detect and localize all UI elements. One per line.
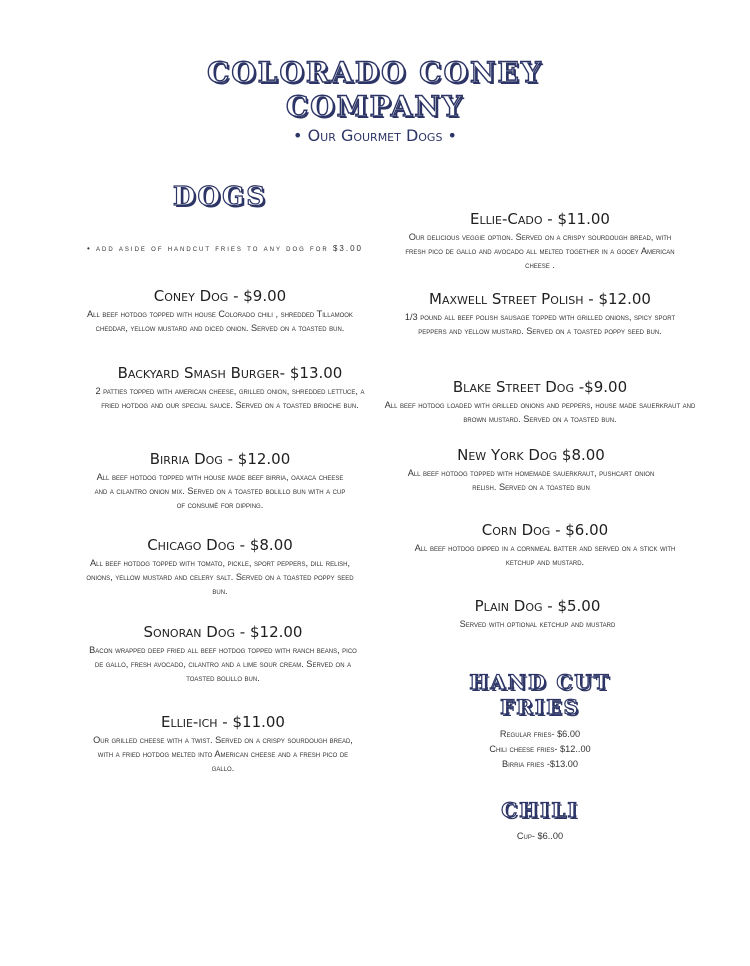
fries-heading-line2: FRIES xyxy=(500,695,580,719)
fries-item: Birria fries -$13.00 xyxy=(501,759,579,769)
menu-item-description: 2 patties topped with american cheese, grilled onion, shredded lettuce, a fried hotdog and our special sauce. Served on a toasted brioche bun. xyxy=(95,386,365,410)
fries-heading-line1: HAND CUT xyxy=(469,670,611,694)
menu-item-description: All beef hotdog loaded with grilled onions and peppers, house made sauerkraut and brown mustard. Served on a toasted bun. xyxy=(384,400,696,424)
restaurant-title-line2: COMPANY xyxy=(286,90,464,123)
menu-item-new-york-dog xyxy=(400,446,662,494)
chili-heading: CHILI xyxy=(501,798,579,822)
menu-item-ellie-ich xyxy=(88,713,358,775)
dogs-heading: DOGS xyxy=(172,182,268,212)
menu-item-description: All beef hotdog dipped in a cornmeal batter and served on a stick with ketchup and mustard. xyxy=(414,543,676,567)
menu-item-name: Chicago Dog - $8.00 xyxy=(147,536,293,554)
menu-item-coney-dog xyxy=(80,287,360,335)
menu-item-name: Sonoran Dog - $12.00 xyxy=(143,623,303,641)
menu-item-name: Maxwell Street Polish - $12.00 xyxy=(429,290,651,308)
chili-list xyxy=(440,829,640,844)
menu-item-name: Birria Dog - $12.00 xyxy=(149,450,291,468)
menu-item-chicago-dog xyxy=(80,536,360,598)
fries-item: Chili cheese fries- $12..00 xyxy=(489,744,591,754)
menu-item-birria-dog xyxy=(80,450,360,512)
menu-item-plain-dog xyxy=(395,597,680,631)
menu-item-name: Ellie-Cado - $11.00 xyxy=(470,210,610,228)
menu-item-description: All beef hotdog topped with tomato, pickle, sport peppers, dill relish, onions, yellow mustard and celery salt. Served on a toasted poppy seed bun. xyxy=(86,558,354,596)
menu-item-name: Plain Dog - $5.00 xyxy=(474,597,601,615)
menu-item-description: All beef hotdog topped with homemade sauerkraut, pushcart onion relish. Served on a toasted bun xyxy=(407,468,655,492)
chili-item: Cup- $6..00 xyxy=(516,831,564,841)
fries-addon-note: • add aside of handcut fries to any dog for $3.00 xyxy=(87,244,363,253)
menu-item-description: Our grilled cheese with a twist. Served on a crispy sourdough bread, with a fried hotdog melted into American cheese and a fresh pico de gallo. xyxy=(93,735,353,773)
fries-list xyxy=(440,727,640,772)
menu-item-description: All beef hotdog topped with house made beef birria, oaxaca cheese and a cilantro onion mix. Served on a toasted bolillo bun with a cup of consumè for dipping. xyxy=(94,472,346,510)
menu-item-name: Blake Street Dog -$9.00 xyxy=(452,378,628,396)
menu-subtitle: • Our Gourmet Dogs • xyxy=(293,126,457,145)
menu-item-name: Corn Dog - $6.00 xyxy=(481,521,609,539)
fries-item: Regular fries- $6.00 xyxy=(499,729,581,739)
menu-item-description: Bacon wrapped deep fried all beef hotdog topped with ranch beans, pico de gallo, fresh avocado, cilantro and a lime sour cream. Served on a toasted bolillo bun. xyxy=(89,645,357,683)
menu-item-name: New York Dog $8.00 xyxy=(457,446,605,464)
menu-item-sonoran-dog xyxy=(88,623,358,685)
menu-item-blake-street-dog xyxy=(380,378,700,426)
restaurant-title-line1: COLORADO CONEY xyxy=(207,56,543,89)
menu-item-description: Our delicious veggie option. Served on a crispy sourdough bread, with fresh pico de gallo and avocado all melted together in a gooey American cheese . xyxy=(405,232,675,270)
menu-item-name: Coney Dog - $9.00 xyxy=(153,287,287,305)
menu-item-maxwell-polish xyxy=(390,290,690,338)
menu-item-description: 1/3 pound all beef polish sausage topped with grilled onions, spicy sport peppers and yellow mustard. Served on a toasted poppy seed bun. xyxy=(404,312,676,336)
menu-item-name: Backyard Smash Burger- $13.00 xyxy=(117,364,343,382)
fries-heading xyxy=(440,670,640,720)
menu-item-smash-burger xyxy=(90,364,370,412)
menu-item-corn-dog xyxy=(405,521,685,569)
menu-item-ellie-cado xyxy=(395,210,685,272)
menu-item-description: All beef hotdog topped with house Colorado chili , shredded Tillamook cheddar, yellow mustard and diced onion. Served on a toasted bun. xyxy=(87,309,353,333)
menu-item-description: Served with optional ketchup and mustard xyxy=(459,619,616,629)
menu-item-name: Ellie-ich - $11.00 xyxy=(161,713,285,731)
